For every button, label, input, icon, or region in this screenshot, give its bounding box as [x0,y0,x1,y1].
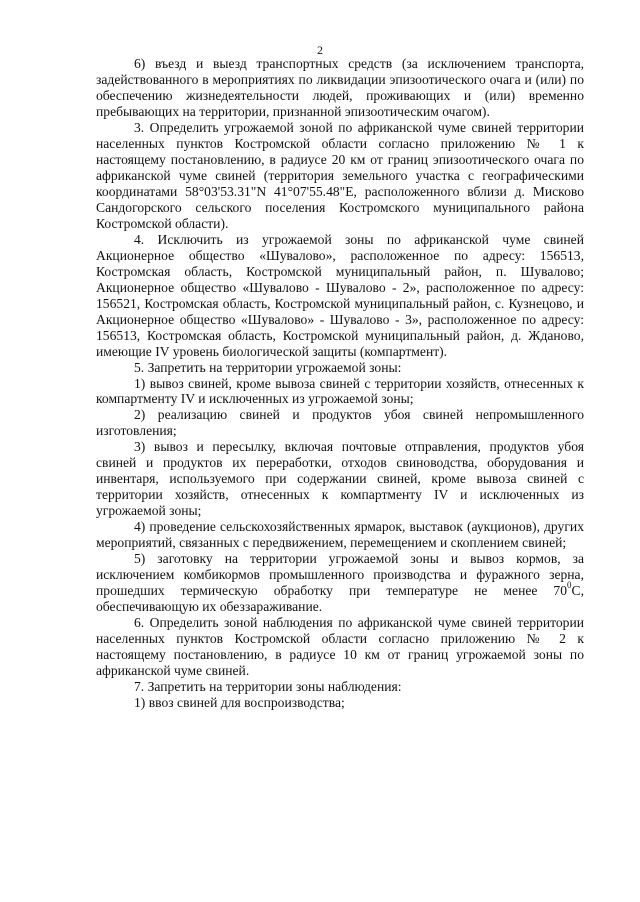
paragraph-item-5-subitem-1: 1) вывоз свиней, кроме вывоза свиней с территории хозяйств, отнесенных к компартменту IV и исключенных из угрожаемой зоны; [96,375,584,407]
paragraph-item-7: 7. Запретить на территории зоны наблюдения: [134,678,402,694]
paragraph-item-5: 5. Запретить на территории угрожаемой зоны: [134,360,402,375]
paragraph-item-5-subitem-2: 2) реализацию свиней и продуктов убоя свиней непромышленного изготовления; [96,406,584,438]
paragraph-item-5-subitem-5-text: 5) заготовку на территории угрожаемой зоны и вывоз кормов, за исключением комбикормов промышленного производства и фуражного зерна, прошедших термическую обработку при температуре не менее 70 [96,550,584,598]
paragraph-item-5-subitem-4: 4) проведение сельскохозяйственных ярмарок, выставок (аукционов), других мероприятий, связанных с передвижением, перемещением и скоплением свиней; [96,518,584,550]
document-body [96,56,584,711]
degree-superscript: 0 [567,580,572,591]
paragraph-item-5-subitem-5-tail: С, обеспечивающую их обеззараживание. [96,582,584,614]
paragraph-item-6: 6. Определить зоной наблюдения по африканской чуме свиней территории населенных пунктов Костромской области согласно приложению № 2 к настоящему постановлению, в радиусе 10 км от границ угрожаемой зоны по африканской чуме свиней. [96,614,584,678]
page-number: 2 [317,43,323,57]
paragraph-item-5-subitem-3: 3) вывоз и пересылку, включая почтовые отправления, продуктов убоя свиней и продуктов их переработки, отходов свиноводства, оборудования и инвентаря, используемого при содержании свиней, кроме вывоза свиней с территории хозяйств, отнесенных к компартменту IV и исключенных из угрожаемой зоны; [96,438,584,518]
paragraph-subitem-6: 6) въезд и выезд транспортных средств (за исключением транспорта, задействованного в мероприятиях по ликвидации эпизоотического очага и (или) по обеспечению жизнедеятельности людей, проживающих и (или) временно пребывающих на территории, признанной эпизоотическим очагом). [96,56,584,119]
paragraph-item-3: 3. Определить угрожаемой зоной по африканской чуме свиней территории населенных пунктов Костромской области согласно приложению № 1 к настоящему постановлению, в радиусе 20 км от границ эпизоотического очага по африканской чуме свиней (территория земельного участка с географическими координатами 58°03'53.31"N 41°07'55.48"E, расположенного вблизи д. Мисково Сандогорского сельского поселения Костромского муниципального района Костромской области). [96,120,584,231]
paragraph-item-5-subitem-5 [96,551,584,615]
paragraph-item-4: 4. Исключить из угрожаемой зоны по африканской чуме свиней Акционерное общество «Шувалово», расположенное по адресу: 156513, Костромская область, Костромской муниципальный район, п. Шувалово; Акционерное общество «Шувалово - Шувалово - 2», расположенное по адресу: 156521, Костромская область, Костромской муниципальный район, с. Кузнецово, и Акционерное общество «Шувалово» - Шувалово - 3», расположенное по адресу: 156513, Костромская область, Костромской муниципальный район, д. Жданово, имеющие IV уровень биологической защиты (компартмент). [96,232,584,359]
paragraph-item-7-subitem-1: 1) ввоз свиней для воспроизводства; [134,694,345,710]
